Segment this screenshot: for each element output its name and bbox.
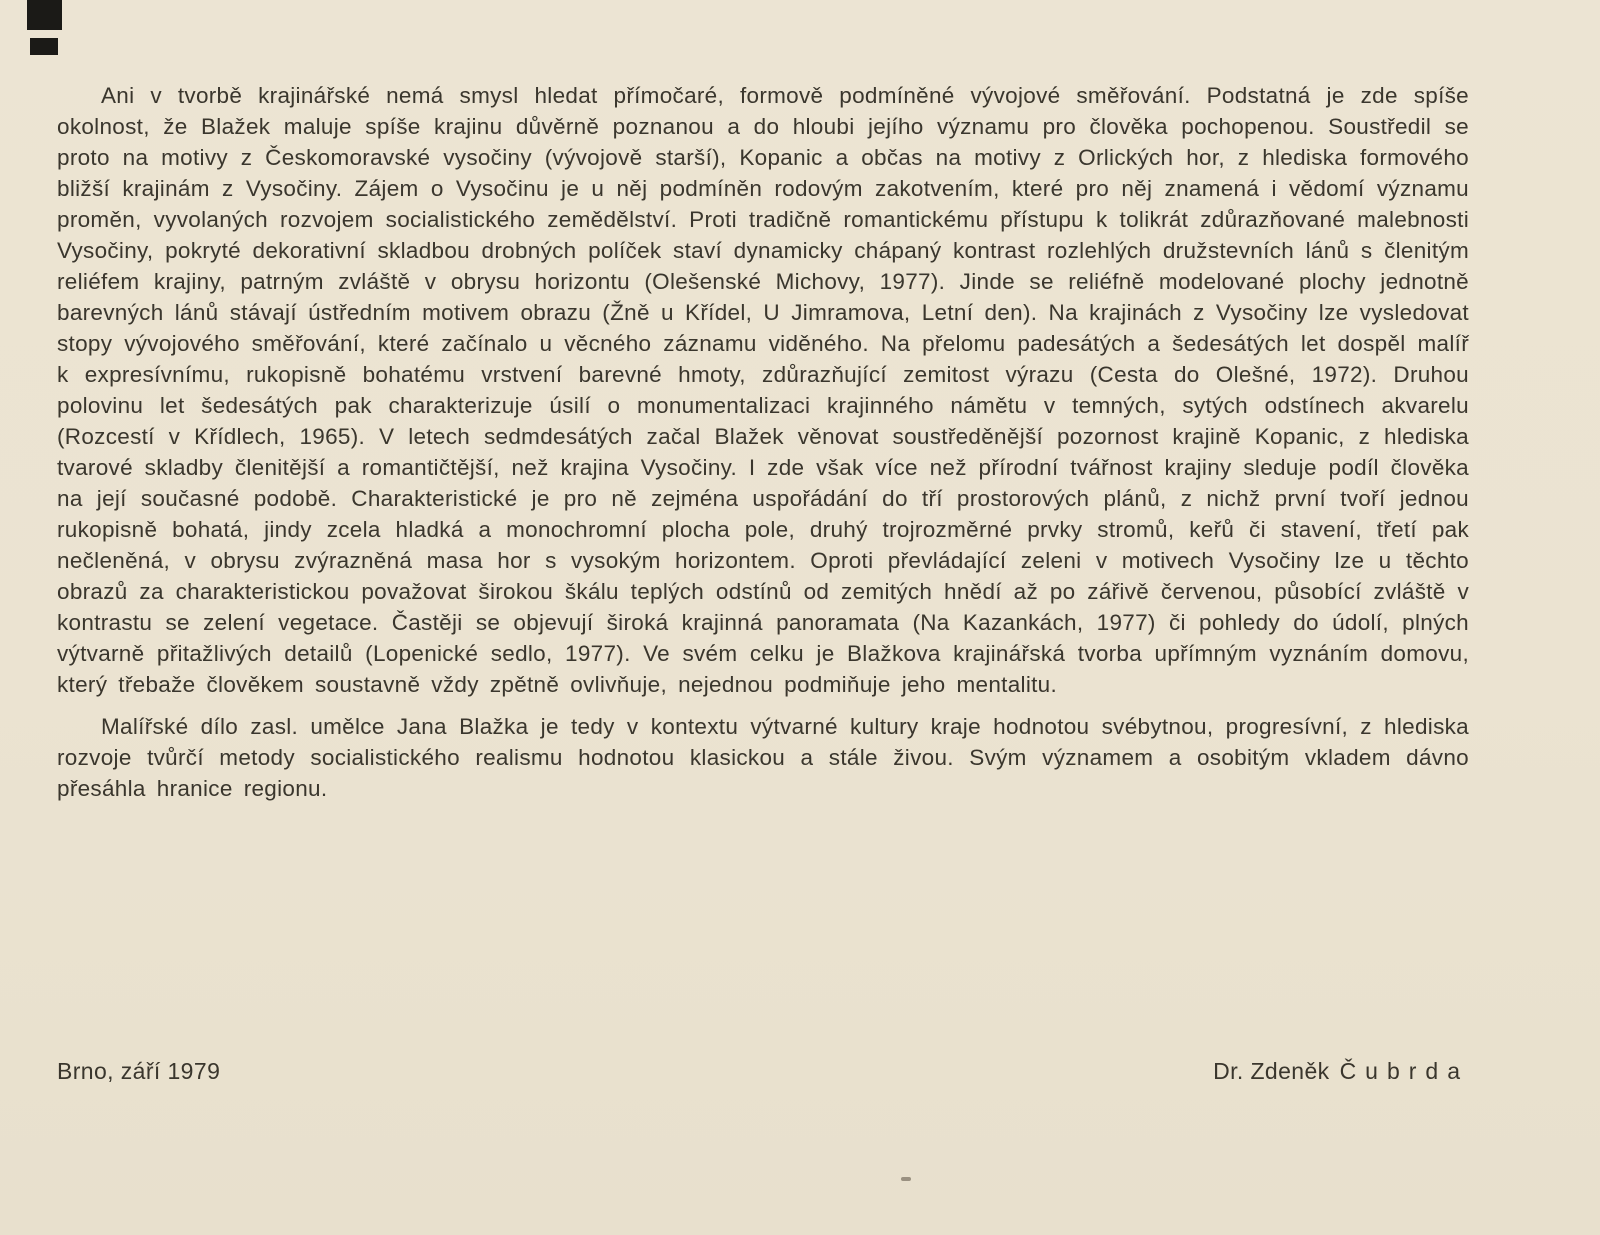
registration-mark-icon: [30, 38, 58, 55]
paragraph-main: Ani v tvorbě krajinářské nemá smysl hledat přímočaré, formově podmíněné vývojové směřování. Podstatná je zde spíše okolnost, že Blažek maluje spíše krajinu důvěrně poznanou a do hloubi jejího významu pro člověka pochopenou. Soustředil se proto na motivy z Českomoravské vysočiny (vývojově starší), Kopanic a občas na motivy z Orlických hor, z hlediska formového bližší krajinám z Vysočiny. Zájem o Vysočinu je u něj podmíněn rodovým zakotvením, které pro něj znamená i vědomí významu proměn, vyvolaných rozvojem socialistického zemědělství. Proti tradičně romantickému přístupu k tolikrát zdůrazňované malebnosti Vysočiny, pokryté dekorativní skladbou drobných políček staví dynamicky chápaný kontrast rozlehlých družstevních lánů s členitým reliéfem krajiny, patrným zvláště v obrysu horizontu (Olešenské Michovy, 1977). Jinde se reliéfně modelované plochy jednotně barevných lánů stávají ústředním motivem obrazu (Žně u Křídel, U Jimramova, Letní den). Na krajinách z Vysočiny lze vysledovat stopy vývojového směřování, které začínalo u věcného záznamu viděného. Na přelomu padesátých a šedesátých let dospěl malíř k expresívnímu, rukopisně bohatému vrstvení barevné hmoty, zdůrazňující zemitost výrazu (Cesta do Olešné, 1972). Druhou polovinu let šedesátých pak charakterizuje úsilí o monumentalizaci krajinného námětu v temných, sytých odstínech akvarelu (Rozcestí v Křídlech, 1965). V letech sedmdesátých začal Blažek věnovat soustředěnější pozornost krajině Kopanic, z hlediska tvarové skladby členitější a romantičtější, než krajina Vysočiny. I zde však více než přírodní tvářnost krajiny sleduje podíl člověka na její současné podobě. Charakteristické je pro ně zejména uspořádání do tří prostorových plánů, z nichž první tvoří jednou rukopisně bohatá, jindy zcela hladká a monochromní plocha pole, druhý trojrozměrné prvky stromů, keřů či stavení, třetí pak nečleněná, v obrysu zvýrazněná masa hor s vysokým horizontem. Oproti převládající zeleni v motivech Vysočiny lze u těchto obrazů za charakteristickou považovat širokou škálu teplých odstínů od zemitých hnědí až po zářivě červenou, působící zvláště v kontrastu se zelení vegetace. Častěji se objevují široká krajinná panoramata (Na Kazankách, 1977) či pohledy do údolí, plných výtvarně přitažlivých detailů (Lopenické sedlo, 1977). Ve svém celku je Blažkova krajinářská tvorba upřímným vyznáním domovu, který třebaže člověkem soustavně vždy zpětně ovlivňuje, nejednou podmiňuje jeho mentalitu.: [57, 83, 1469, 697]
paper-speck: [901, 1177, 911, 1181]
signature-prefix: Dr. Zdeněk: [1213, 1058, 1330, 1084]
text-block: [57, 80, 1469, 804]
footer-line: [57, 1058, 1469, 1085]
signature-surname: Čubrda: [1339, 1058, 1469, 1084]
author-signature: [1213, 1058, 1469, 1085]
place-and-date: Brno, září 1979: [57, 1058, 221, 1084]
paragraph-closing: Malířské dílo zasl. umělce Jana Blažka je tedy v kontextu výtvarné kultury kraje hodnotou svébytnou, progresívní, z hlediska rozvoje tvůrčí metody socialistického realismu hodnotou klasickou a stále živou. Svým významem a osobitým vkladem dávno přesáhla hranice regionu.: [57, 714, 1469, 801]
registration-mark-icon: [27, 0, 62, 30]
